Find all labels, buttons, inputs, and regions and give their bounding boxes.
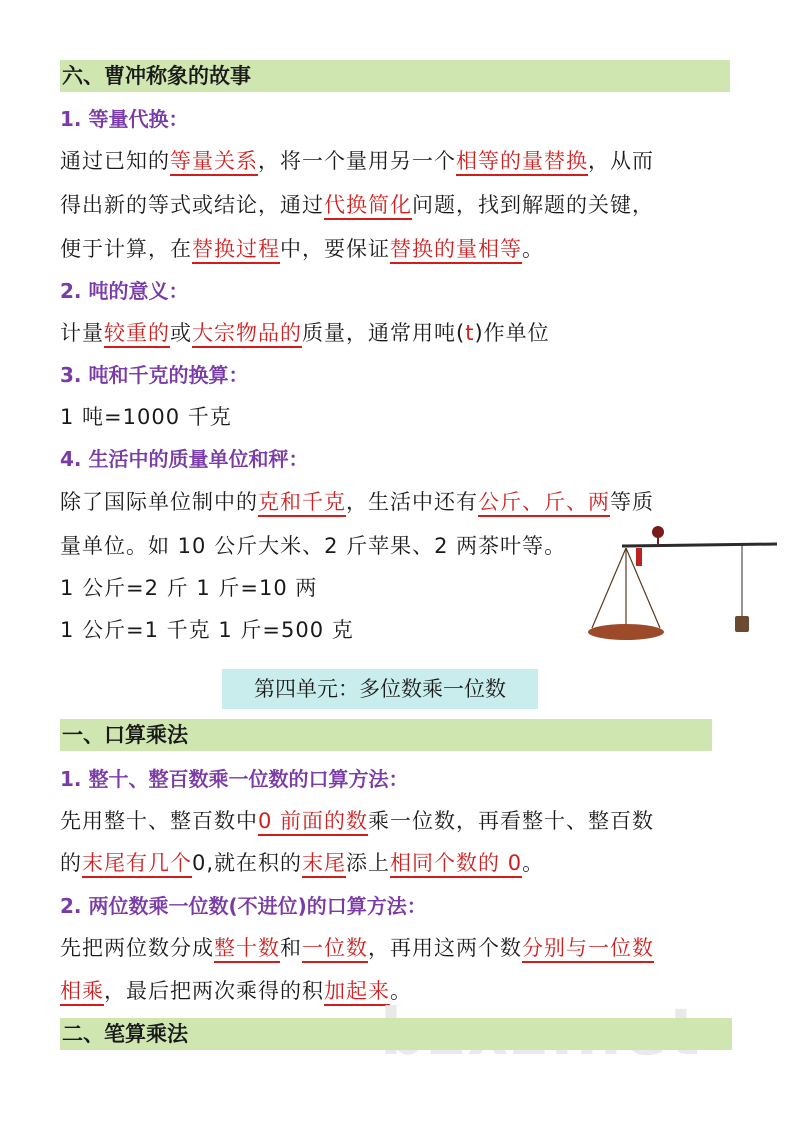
paragraph-line: 得出新的等式或结论，通过代换简化问题，找到解题的关键，	[60, 190, 730, 220]
subheading-two-digit-multiplication: 2. 两位数乘一位数(不进位)的口算方法：	[60, 894, 427, 918]
section-header-written-multiplication: 二、笔算乘法	[60, 1018, 732, 1050]
highlight: 相乘	[60, 979, 104, 1006]
paragraph-line: 相乘，最后把两次乘得的积加起来。	[60, 976, 730, 1006]
paragraph-line: 1 公斤=1 千克 1 斤=500 克	[60, 618, 354, 642]
paragraph-line: 量单位。如 10 公斤大米、2 斤苹果、2 两茶叶等。	[60, 534, 567, 558]
paragraph-line: 1 公斤=2 斤 1 斤=10 两	[60, 576, 318, 600]
highlight: 相等的量替换	[456, 149, 588, 176]
paragraph-line: 的末尾有几个0,就在积的末尾添上相同个数的 0。	[60, 848, 730, 878]
subheading-ton-meaning: 2. 吨的意义：	[60, 279, 189, 303]
paragraph-line: 1 吨=1000 千克	[60, 405, 232, 429]
subheading-mass-units: 4. 生活中的质量单位和秤：	[60, 447, 309, 471]
highlight: 较重的	[104, 321, 170, 348]
unit-title: 第四单元：多位数乘一位数	[222, 669, 538, 709]
highlight: 整十数	[214, 936, 280, 963]
highlight: 替换的量相等	[390, 237, 522, 264]
highlight: 末尾	[302, 851, 346, 878]
highlight: 克和千克	[258, 490, 346, 517]
highlight: 公斤、斤、两	[478, 490, 610, 517]
highlight: 末尾有几个	[82, 851, 192, 878]
highlight: 一位数	[302, 936, 368, 963]
highlight: 加起来	[324, 979, 390, 1006]
paragraph-line: 先把两位数分成整十数和一位数，再用这两个数分别与一位数	[60, 933, 730, 963]
highlight: 相同个数的 0	[390, 851, 522, 878]
paragraph-line: 先用整十、整百数中0 前面的数乘一位数，再看整十、整百数	[60, 806, 730, 836]
subheading-ton-kilogram: 3. 吨和千克的换算：	[60, 363, 249, 387]
subheading-equal-substitution: 1. 等量代换：	[60, 107, 189, 131]
paragraph-line: 除了国际单位制中的克和千克，生活中还有公斤、斤、两等质	[60, 487, 730, 517]
section-header-story: 六、曹冲称象的故事	[60, 60, 730, 92]
paragraph-line: 通过已知的等量关系，将一个量用另一个相等的量替换，从而	[60, 146, 730, 176]
steelyard-scale-illustration	[582, 520, 782, 650]
highlight: 等量关系	[170, 149, 258, 176]
section-header-oral-multiplication: 一、口算乘法	[60, 719, 712, 751]
subheading-round-number-multiplication: 1. 整十、整百数乘一位数的口算方法：	[60, 767, 409, 791]
highlight: t	[465, 321, 475, 345]
highlight: 大宗物品的	[192, 321, 302, 348]
highlight: 分别与一位数	[522, 936, 654, 963]
paragraph-line: 便于计算，在替换过程中，要保证替换的量相等。	[60, 234, 730, 264]
highlight: 0 前面的数	[258, 809, 368, 836]
highlight: 替换过程	[192, 237, 280, 264]
paragraph-line: 计量较重的或大宗物品的质量，通常用吨(t)作单位	[60, 318, 730, 348]
highlight: 代换简化	[324, 193, 412, 220]
